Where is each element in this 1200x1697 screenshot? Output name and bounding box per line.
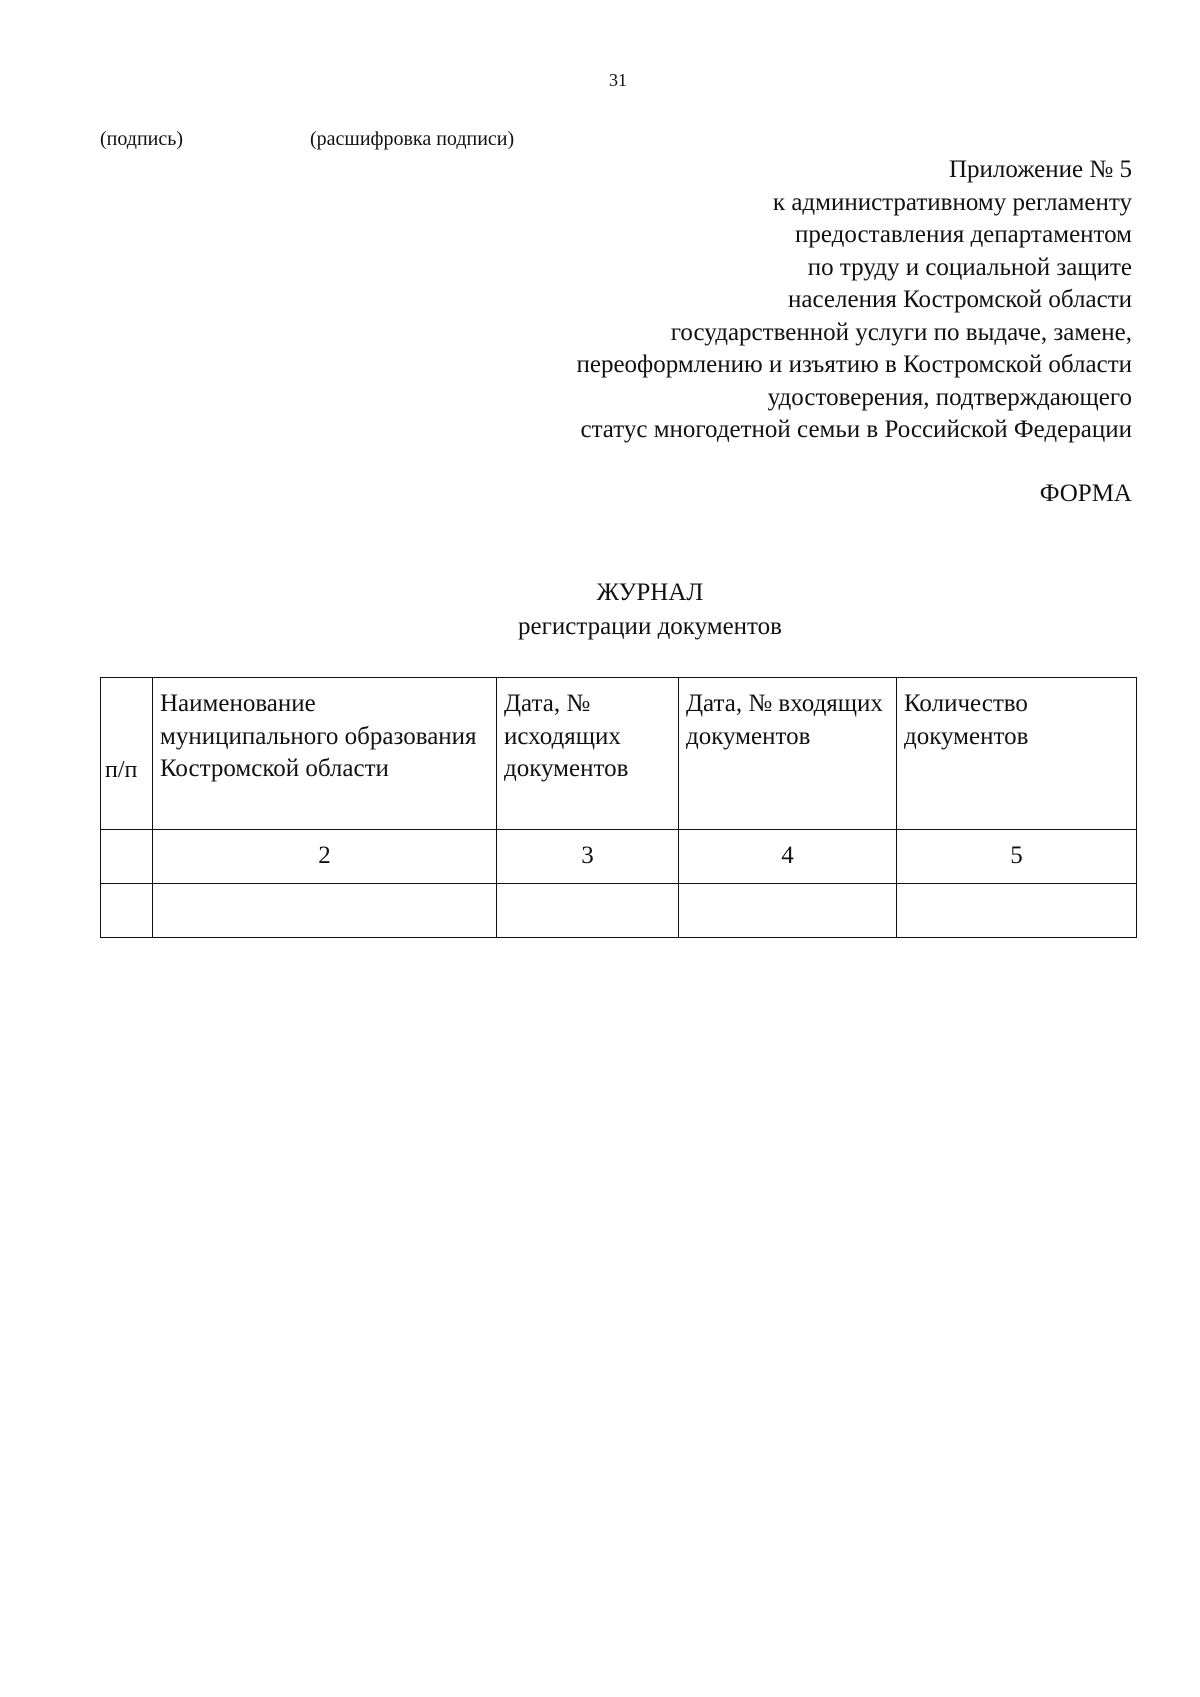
column-header-number: п/п bbox=[101, 678, 153, 830]
page-number: 31 bbox=[609, 70, 627, 90]
journal-table bbox=[100, 677, 1137, 938]
journal-title: ЖУРНАЛ bbox=[596, 579, 704, 606]
column-header-outgoing: Дата, № исходящих документов bbox=[497, 678, 679, 830]
journal-subtitle: регистрации документов bbox=[518, 613, 782, 640]
signature-label: (подпись) bbox=[100, 128, 184, 150]
column-header-incoming: Дата, № входящих документов bbox=[679, 678, 897, 830]
table-cell[interactable] bbox=[153, 884, 497, 938]
appendix-line: удостоверения, подтверждающего bbox=[767, 383, 1132, 411]
table-cell: 3 bbox=[497, 830, 679, 884]
appendix-line: населения Костромской области bbox=[788, 286, 1132, 313]
column-header-municipality: Наименование муниципального образования Костромской области bbox=[153, 678, 497, 830]
table-cell: 2 bbox=[153, 830, 497, 884]
appendix-line: государственной услуги по выдаче, замене, bbox=[670, 318, 1132, 346]
table-cell[interactable] bbox=[497, 884, 679, 938]
table-row bbox=[101, 830, 1137, 884]
table-cell[interactable] bbox=[101, 884, 153, 938]
table-cell: 4 bbox=[679, 830, 897, 884]
appendix-line: предоставления департаментом bbox=[795, 221, 1132, 248]
table-cell[interactable] bbox=[679, 884, 897, 938]
appendix-line: статус многодетной семьи в Российской Федерации bbox=[580, 416, 1132, 443]
table-cell: 5 bbox=[897, 830, 1137, 884]
journal-title-block bbox=[0, 576, 1200, 644]
table-row bbox=[101, 884, 1137, 938]
appendix-line: к административному регламенту bbox=[772, 188, 1132, 216]
signature-decoding-label: (расшифровка подписи) bbox=[310, 128, 515, 150]
appendix-line: переоформлению и изъятию в Костромской области bbox=[576, 351, 1132, 378]
appendix-line: по труду и социальной защите bbox=[807, 253, 1132, 281]
appendix-line: Приложение № 5 bbox=[948, 156, 1132, 183]
column-header-count: Количество документов bbox=[897, 678, 1137, 830]
table-cell bbox=[101, 830, 153, 884]
table-cell[interactable] bbox=[897, 884, 1137, 938]
table-header-row bbox=[101, 678, 1137, 830]
appendix-heading bbox=[372, 154, 1132, 447]
form-label: ФОРМА bbox=[1039, 480, 1132, 507]
